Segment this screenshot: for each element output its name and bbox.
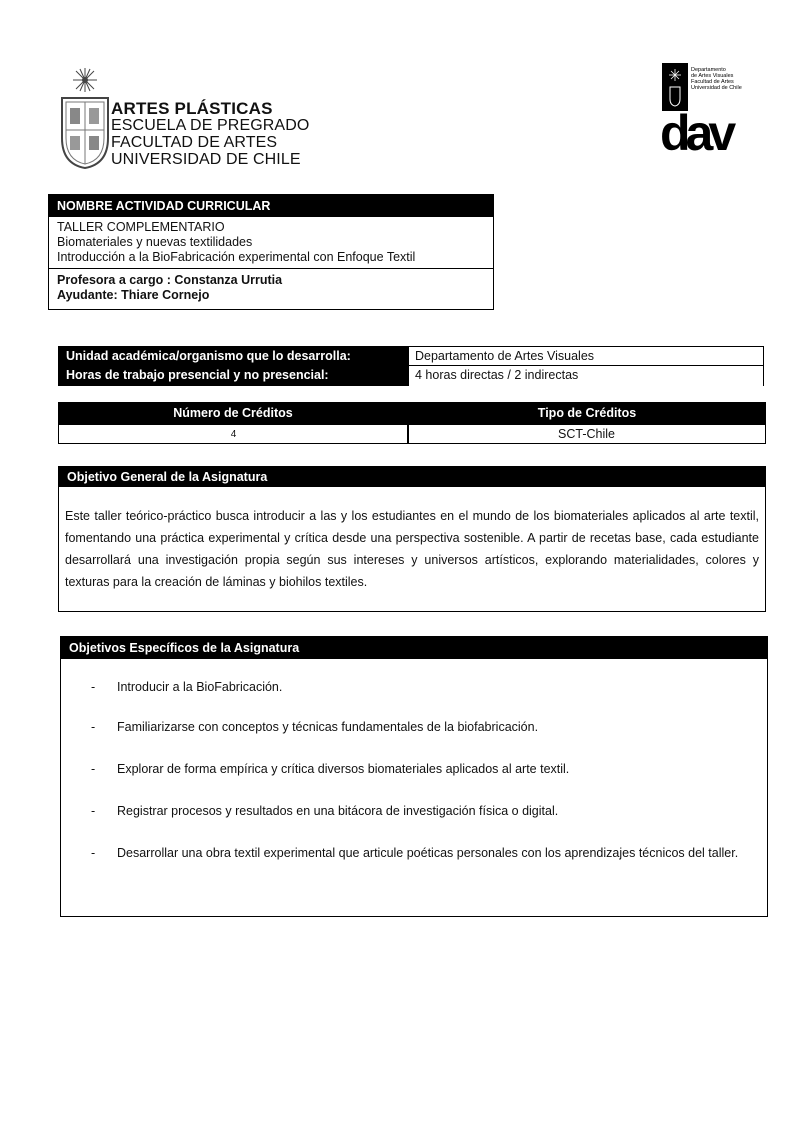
logo-line-universidad: UNIVERSIDAD DE CHILE [111,151,301,168]
list-item [91,717,763,738]
assistant-line: Ayudante: Thiare Cornejo [57,288,210,302]
university-crest-icon [58,66,112,170]
credits-table [58,402,766,444]
activity-box [48,194,494,310]
list-item [91,759,763,780]
unit-label: Unidad académica/organismo que lo desarrolla: [66,349,351,363]
activity-header: NOMBRE ACTIVIDAD CURRICULAR [49,195,493,217]
list-item [91,843,763,864]
objective-text: Explorar de forma empírica y crítica diversos biomateriales aplicados al arte textil. [117,762,570,776]
svg-text:dav: dav [662,105,732,151]
specific-objectives-header: Objetivos Específicos de la Asignatura [61,637,767,659]
objective-text: Introducir a la BioFabricación. [117,680,283,694]
svg-text:Facultad de Artes: Facultad de Artes [691,79,734,85]
unit-value: Departamento de Artes Visuales [408,346,764,366]
unit-table [58,346,766,386]
objective-text: Desarrollar una obra textil experimental que articule poéticas personales con los aprendizajes técnicos del taller. [117,846,739,860]
bullet-dash: - [91,846,96,860]
activity-description [49,217,493,269]
activity-staff [49,269,493,307]
logo-line-facultad: FACULTAD DE ARTES [111,134,278,151]
objective-text: Registrar procesos y resultados en una bitácora de investigación física o digital. [117,804,559,818]
objective-text: Familiarizarse con conceptos y técnicas fundamentales de la biofabricación. [117,720,539,734]
general-objective-text: Este taller teórico-práctico busca introducir a las y los estudiantes en el mundo de los biomateriales aplicados al arte textil, fomentando una práctica experimental y crítica desde una perspectiva sostenible. A partir de recetas base, cada estudiante desarrollará una investigación propia según sus intereses y universos artísticos, explorando materialidades, colores y texturas para la creación de láminas y biohilos textiles. [65,509,759,589]
bullet-dash: - [91,720,96,734]
logo-line-escuela: ESCUELA DE PREGRADO [111,117,310,134]
svg-text:Departamento: Departamento [691,67,726,73]
unit-labels [58,346,408,386]
credits-type-header: Tipo de Créditos [408,402,766,424]
bullet-dash: - [91,680,96,694]
general-objective-box [58,466,766,612]
svg-text:de Artes Visuales: de Artes Visuales [691,73,734,79]
logo-line-artes: ARTES PLÁSTICAS [111,99,273,118]
credits-type-value: SCT-Chile [407,424,766,444]
credits-number-header: Número de Créditos [58,402,408,424]
svg-text:Universidad de Chile: Universidad de Chile [691,85,742,91]
list-item [91,677,763,698]
specific-objectives-box [60,636,768,917]
activity-line-3: Introducción a la BioFabricación experimental con Enfoque Textil [57,250,416,264]
professor-line: Profesora a cargo : Constanza Urrutia [57,273,283,287]
unit-values [408,346,766,386]
dav-logo-graphic [662,63,746,151]
activity-line-1: TALLER COMPLEMENTARIO [57,220,225,234]
credits-number-value: 4 [58,424,409,444]
artes-plasticas-logo [58,66,318,172]
dav-logo [662,63,746,151]
activity-line-2: Biomateriales y nuevas textilidades [57,235,253,249]
bullet-dash: - [91,804,96,818]
general-objective-header: Objetivo General de la Asignatura [59,467,765,487]
bullet-dash: - [91,762,96,776]
hours-value: 4 horas directas / 2 indirectas [408,366,764,386]
hours-label: Horas de trabajo presencial y no presencial: [66,368,329,382]
list-item [91,801,763,822]
logo-text [111,100,309,168]
